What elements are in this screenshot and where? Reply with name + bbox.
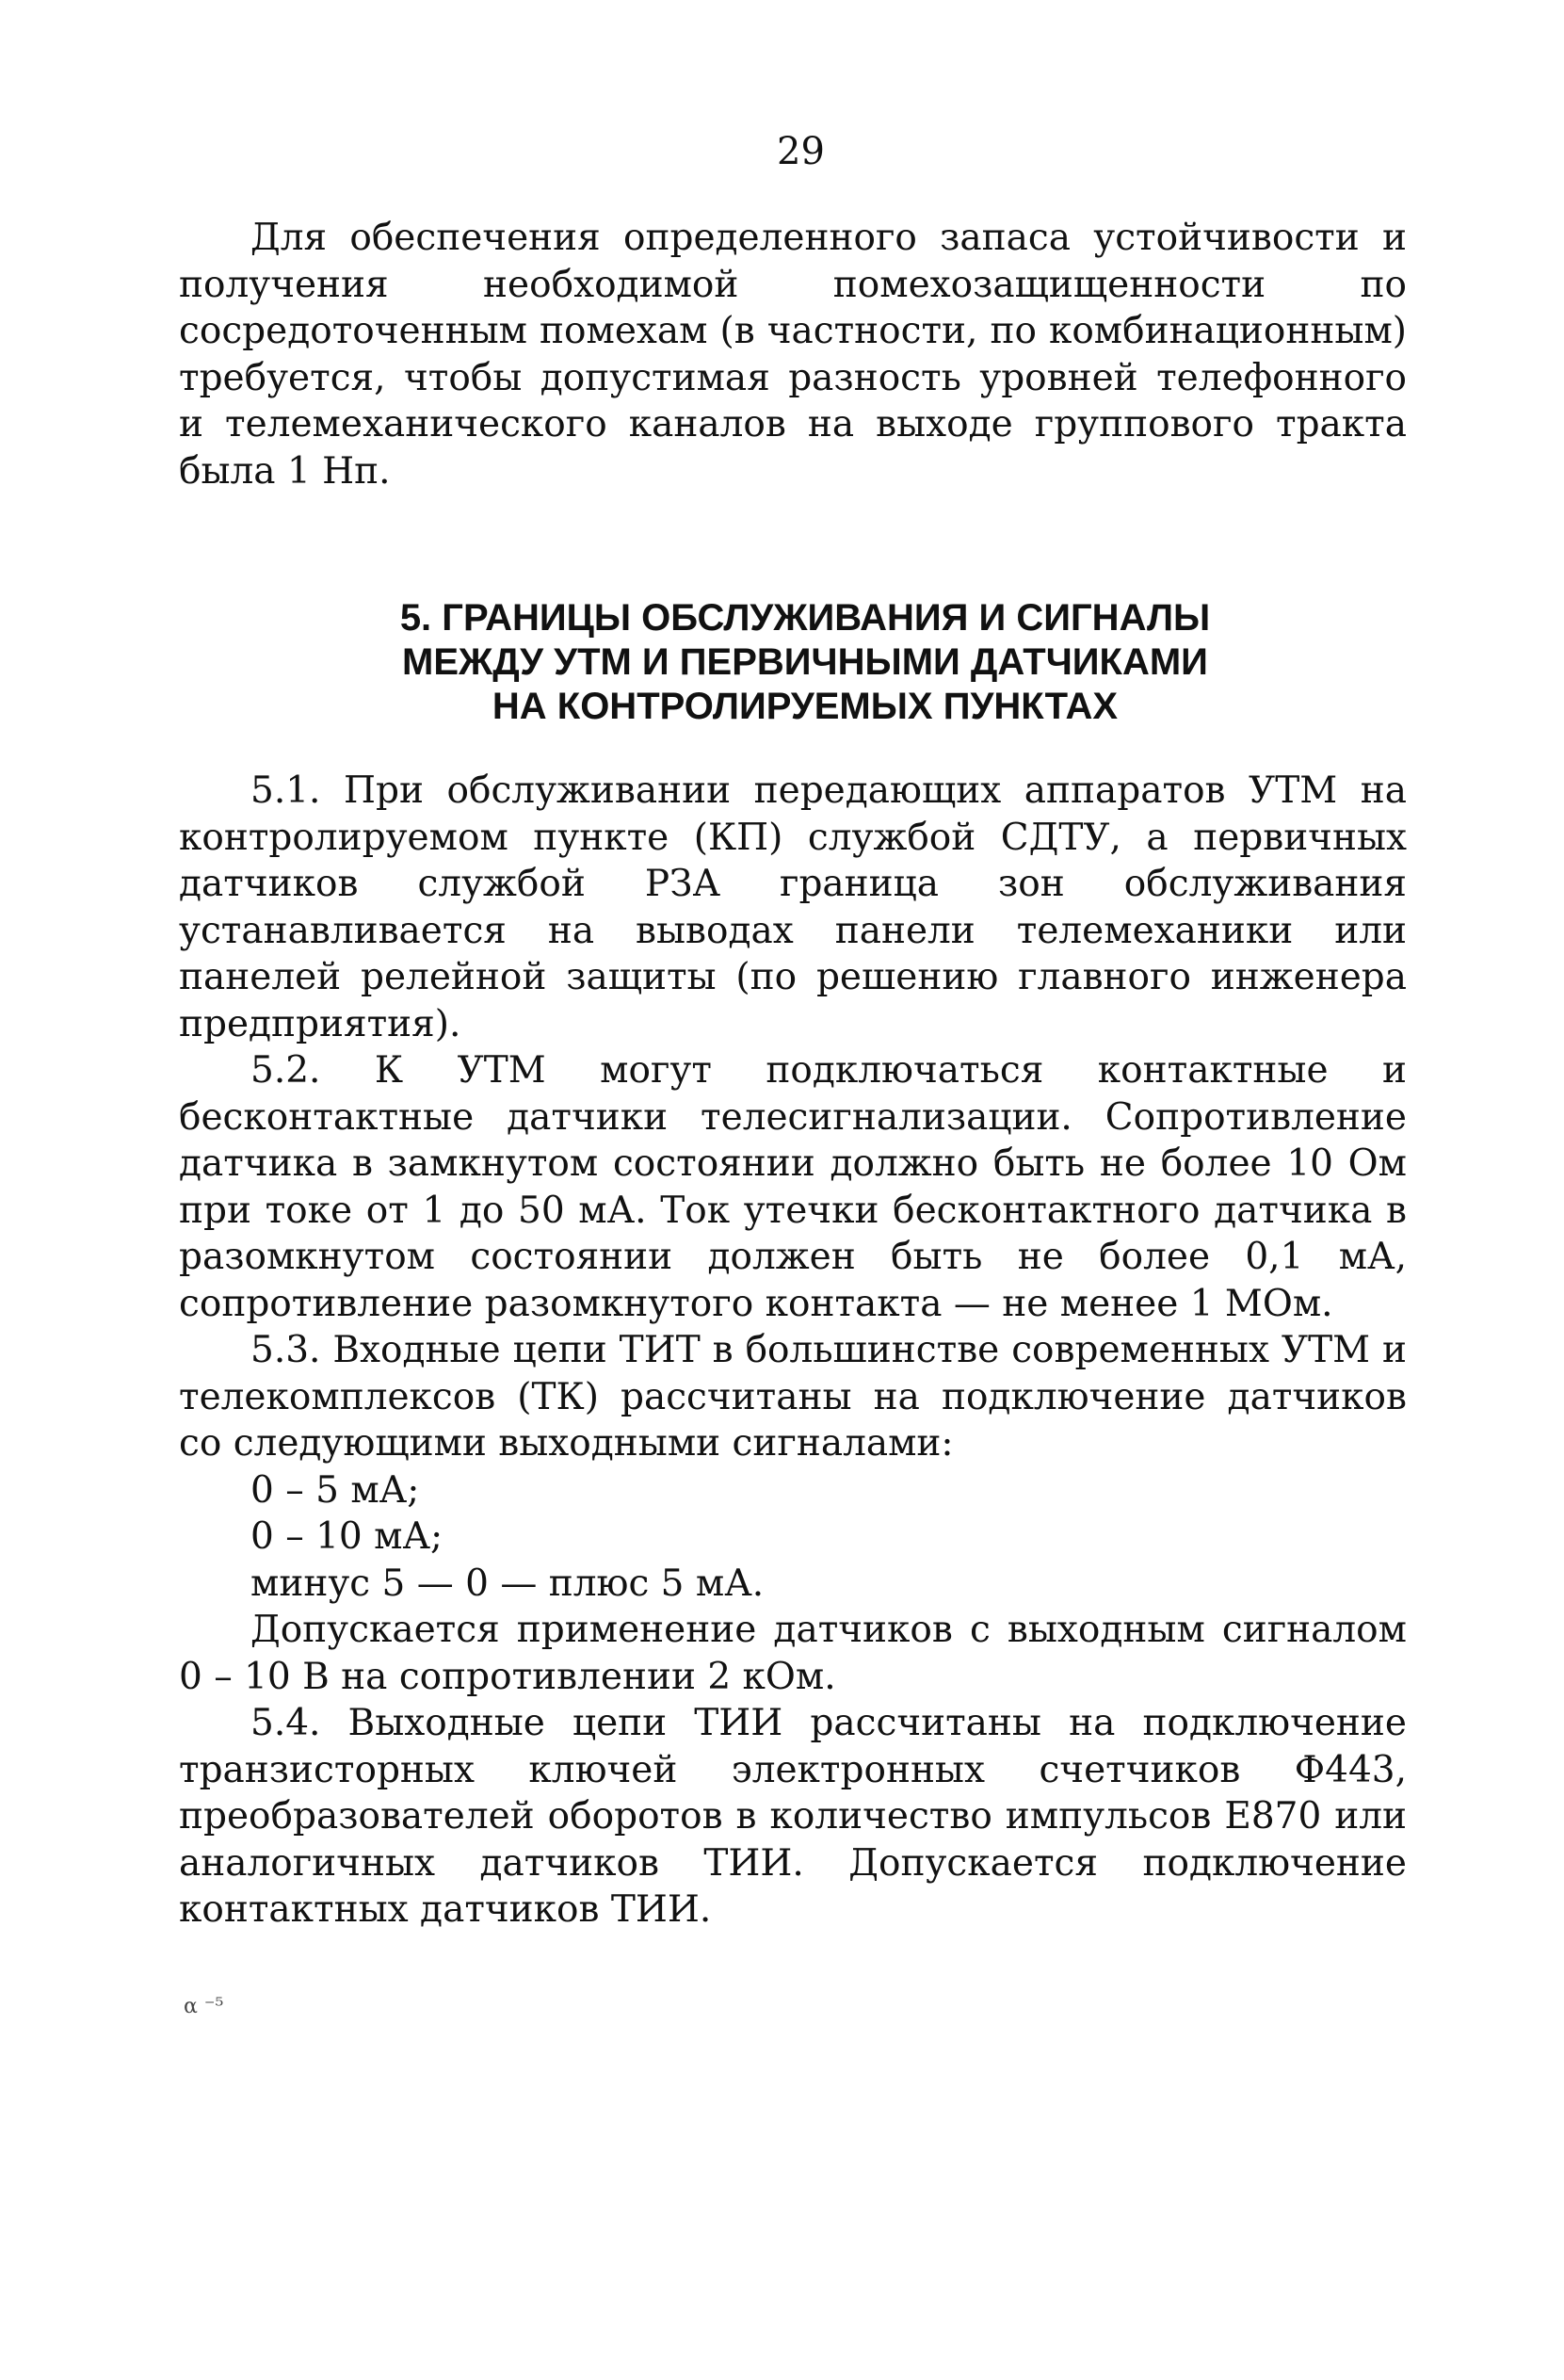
clause-5-3-note: Допускается применение датчиков с выходным сигналом 0 – 10 В на сопротивлении 2 кОм. bbox=[179, 1609, 1407, 1698]
intro-paragraph: Для обеспечения определенного запаса устойчивости и получения необходимой помехозащищенности по сосредоточенным помехам (в частности, по комбинационным) требуется, чтобы допустимая разность уровней телефонного и телемеханического каналов на выходе группового тракта была 1 Нп. bbox=[179, 217, 1407, 493]
clause-5-4: 5.4. Выходные цепи ТИИ рассчитаны на подключение транзисторных ключей электронных счетчиков Ф443, преобразователей оборотов в количество импульсов Е870 или аналогичных датчиков ТИИ. Допускается подключение контактных датчиков ТИИ. bbox=[179, 1702, 1407, 1931]
signal-range-2: 0 – 10 мА; bbox=[250, 1515, 443, 1558]
clause-5-2: 5.2. К УТМ могут подключаться контактные и бесконтактные датчики телесигнализации. Сопротивление датчика в замкнутом состоянии должно быть не более 10 Ом при токе от 1 до 50 мА. Ток утечки бесконтактного датчика в разомкнутом состоянии должен быть не более 0,1 мА, сопротивление разомкнутого контакта — не менее 1 МОм. bbox=[179, 1049, 1407, 1325]
section-title-line-2: МЕЖДУ УТМ И ПЕРВИЧНЫМИ ДАТЧИКАМИ bbox=[402, 641, 1208, 683]
signal-range-1: 0 – 5 мА; bbox=[250, 1468, 420, 1512]
clause-5-3: 5.3. Входные цепи ТИТ в большинстве современных УТМ и телекомплексов (ТК) рассчитаны на подключение датчиков со следующими выходными сигналами: bbox=[179, 1329, 1407, 1465]
signal-range-3: минус 5 — 0 — плюс 5 мА. bbox=[250, 1562, 765, 1605]
section-title-line-1: 5. ГРАНИЦЫ ОБСЛУЖИВАНИЯ И СИГНАЛЫ bbox=[399, 597, 1211, 639]
intro-text bbox=[179, 215, 1407, 494]
clause-5-1: 5.1. При обслуживании передающих аппаратов УТМ на контролируемом пункте (КП) службой СДТУ, а первичных датчиков службой РЗА граница зон обслуживания устанавливается на выводах панели телемеханики или панелей релейной защиты (по решению главного инженера предприятия). bbox=[179, 769, 1407, 1045]
section-body bbox=[179, 768, 1407, 1934]
page-number: 29 bbox=[777, 130, 825, 173]
footer-mark: α ⁻⁵ bbox=[184, 1995, 224, 2018]
section-heading bbox=[226, 596, 1384, 729]
section-title-line-3: НА КОНТРОЛИРУЕМЫХ ПУНКТАХ bbox=[492, 686, 1119, 727]
